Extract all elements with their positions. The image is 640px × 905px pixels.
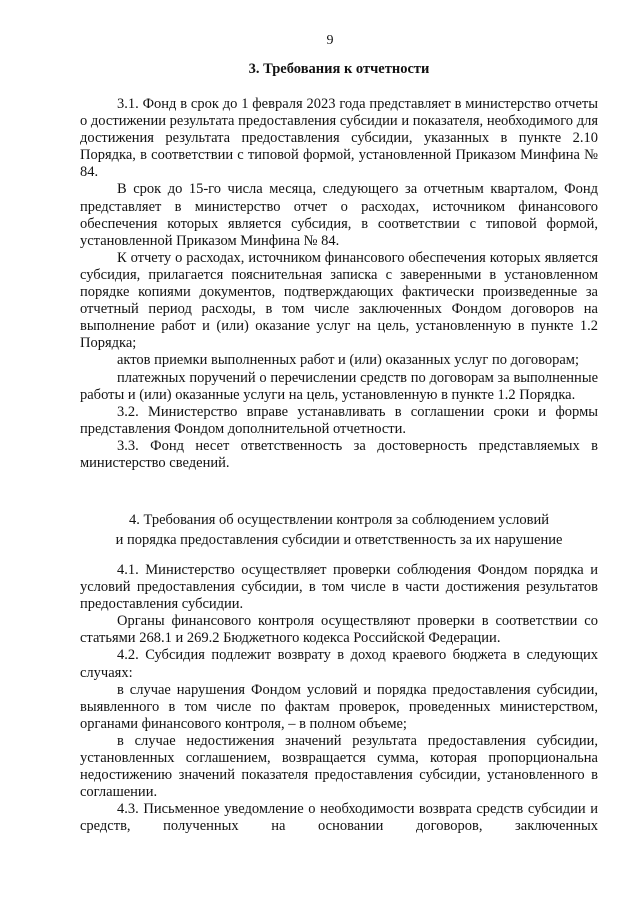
section-4-title-line-2: и порядка предоставления субсидии и ответственность за их нарушение: [115, 532, 563, 548]
paragraph-4-2-underachievement: в случае недостижения значений результата предоставления субсидии, установленных соглашением, возвращается сумма, которая пропорциональна недостижению значений показателя предоставления субсидии, установленного в соглашении.: [80, 732, 598, 801]
page-number: 9: [326, 33, 334, 48]
paragraph-4-2-violation: в случае нарушения Фондом условий и порядка предоставления субсидии, выявленного в том числе по фактам проверок, проведенных министерством, органами финансового контроля, – в полном объеме;: [80, 681, 598, 732]
paragraph-3-2: 3.2. Министерство вправе устанавливать в соглашении сроки и формы представления Фондом дополнительной отчетности.: [80, 403, 598, 437]
paragraph-3-1-acts: актов приемки выполненных работ и (или) оказанных услуг по договорам;: [117, 352, 579, 369]
section-3-body: [80, 96, 598, 472]
section-4-body: [80, 562, 598, 836]
paragraph-3-1-attachment: К отчету о расходах, источником финансового обеспечения которых является субсидия, прилагается пояснительная записка с заверенными в установленном порядке копиями документов, подтверждающих фактически произведенные за отчетный период расходы, в том числе заключенных Фондом договоров на выполнение работ и (или) оказание услуг на цель, установленную в пункте 1.2 Порядка;: [80, 249, 598, 352]
paragraph-3-1-payments: платежных поручений о перечислении средств по договорам за выполненные работы и (или) оказанные услуги на цель, установленную в пункте 1.2 Порядка.: [80, 369, 598, 403]
paragraph-4-1-control: Органы финансового контроля осуществляют проверки в соответствии со статьями 268.1 и 269.2 Бюджетного кодекса Российской Федерации.: [80, 613, 598, 647]
section-4-title: [80, 510, 598, 550]
paragraph-3-1-deadline: В срок до 15-го числа месяца, следующего за отчетным кварталом, Фонд представляет в министерство отчет о расходах, источником финансового обеспечения которых является субсидия, в соответствии с типовой формой, установленной Приказом Минфина № 84.: [80, 181, 598, 249]
paragraph-3-3: 3.3. Фонд несет ответственность за достоверность представляемых в министерство сведений.: [80, 437, 598, 471]
section-3-title: 3. Требования к отчетности: [248, 61, 430, 77]
paragraph-4-2: 4.2. Субсидия подлежит возврату в доход краевого бюджета в следующих случаях:: [80, 647, 598, 681]
paragraph-4-1: 4.1. Министерство осуществляет проверки соблюдения Фондом порядка и условий предоставления субсидии, в том числе в части достижения результатов предоставления субсидии.: [80, 562, 598, 613]
paragraph-3-1: 3.1. Фонд в срок до 1 февраля 2023 года представляет в министерство отчеты о достижении результата предоставления субсидии и показателя, необходимого для достижения результата предоставления субсидии, указанных в пункте 2.10 Порядка, в соответствии с типовой формой, установленной Приказом Минфина № 84.: [80, 96, 598, 181]
paragraph-4-3: 4.3. Письменное уведомление о необходимости возврата средств субсидии и средств, полученных на основании договоров, заключенных: [80, 801, 598, 835]
section-4-title-line-1: 4. Требования об осуществлении контроля за соблюдением условий: [129, 512, 549, 528]
